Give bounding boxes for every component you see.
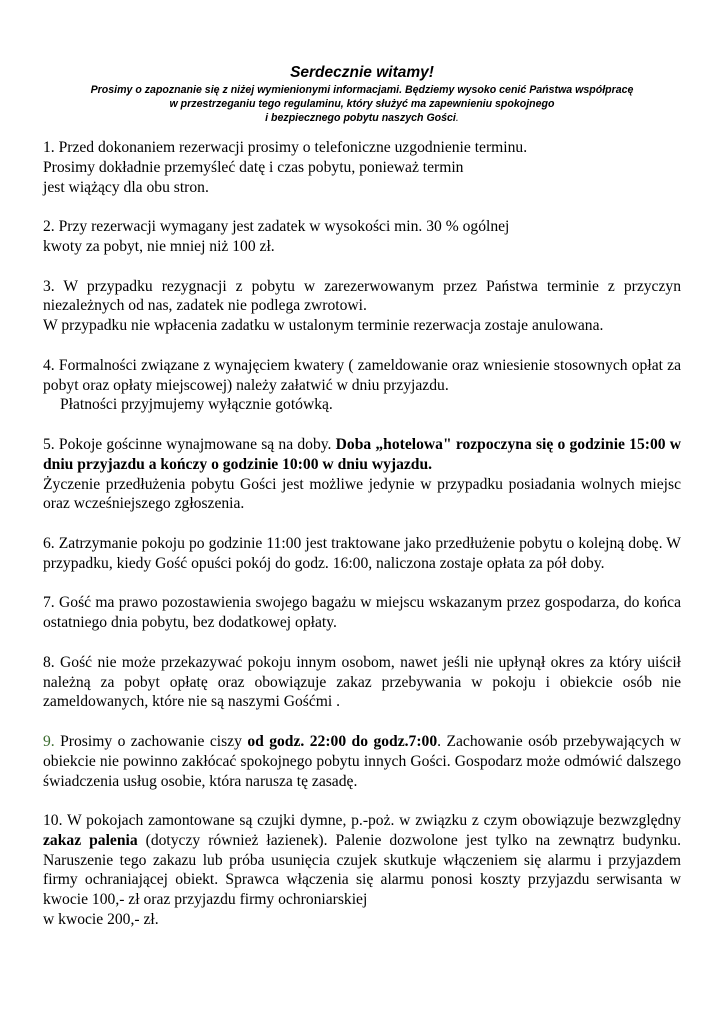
rule-9-bold-quiet-hours: od godz. 22:00 do godz.7:00 — [247, 732, 438, 750]
rule-10-prefix: 10. W pokojach zamontowane są czujki dymne, p.-poż. w związku z czym obowiązuje bezwzględny — [43, 812, 681, 830]
rule-2 — [43, 217, 681, 257]
rule-5-bold-hours: Doba „hotelowa" rozpoczyna się o godzinie 15:00 w dniu przyjazdu a kończy o godzinie 10:00 w dniu wyjazdu. — [43, 435, 682, 473]
rule-1 — [43, 138, 681, 197]
rule-5-prefix: 5. Pokoje gościnne wynajmowane są na doby. — [43, 435, 336, 453]
page-title: Serdecznie witamy! — [290, 64, 434, 81]
rule-2-line-2: kwoty za pobyt, nie mniej niż 100 zł. — [43, 237, 275, 255]
rule-9-number: 9. — [43, 732, 55, 750]
rule-1-line-2: Prosimy dokładnie przemyśleć datę i czas pobytu, ponieważ termin — [43, 158, 464, 176]
rule-7: 7. Gość ma prawo pozostawienia swojego bagażu w miejscu wskazanym przez gospodarza, do końca ostatniego dnia pobytu, bez dodatkowej opłaty. — [43, 594, 681, 632]
rule-10-bold-no-smoking: zakaz palenia — [43, 831, 138, 849]
rule-4-text-2: Płatności przyjmujemy wyłącznie gotówką. — [60, 396, 333, 414]
rule-4-text-1: 4. Formalności związane z wynajęciem kwatery ( zameldowanie oraz wniesienie stosownych opłat za pobyt oraz opłaty miejscowej) należy załatwić w dniu przyjazdu. — [43, 356, 681, 394]
rule-10-suffix: (dotyczy również łazienek). Palenie dozwolone jest tylko na zewnątrz budynku. Naruszenie tego zakazu lub próba usunięcia czujek skutkuje włączeniem się alarmu i przyjazdem firmy ochraniającej obiekt. Sprawca włączenia się alarmu ponosi koszty przyjazdu serwisanta w kwocie 100,- zł oraz przyjazdu firmy ochroniarskiej — [43, 831, 681, 909]
rule-10-main — [43, 811, 681, 910]
rule-10-last-line: w kwocie 200,- zł. — [43, 911, 159, 929]
welcome-header — [0, 64, 724, 125]
rule-2-line-1: 2. Przy rezerwacji wymagany jest zadatek w wysokości min. 30 % ogólnej — [43, 218, 510, 236]
rule-5 — [43, 435, 681, 514]
intro-line-2: w przestrzeganiu tego regulaminu, który służyć ma zapewnieniu spokojnego — [169, 98, 555, 110]
intro-period: . — [455, 112, 459, 124]
rule-3-text-1: 3. W przypadku rezygnacji z pobytu w zarezerwowanym przez Państwa terminie z przyczyn niezależnych od nas, zadatek nie podlega zwrotowi. — [43, 277, 681, 315]
rule-6: 6. Zatrzymanie pokoju po godzinie 11:00 jest traktowane jako przedłużenie pobytu o kolejną dobę. W przypadku, kiedy Gość opuści pokój do godz. 16:00, naliczona zostaje opłata za pół doby. — [43, 534, 681, 572]
rule-5-text-2: Życzenie przedłużenia pobytu Gości jest możliwe jedynie w przypadku posiadania wolnych miejsc oraz wcześniejszego zgłoszenia. — [43, 475, 681, 513]
rule-4 — [43, 356, 681, 415]
rule-3-text-2: W przypadku nie wpłacenia zadatku w ustalonym terminie rezerwacja zostaje anulowana. — [43, 317, 604, 335]
intro-line-1: Prosimy o zapoznanie się z niżej wymienionymi informacjami. Będziemy wysoko cenić Państwa współpracę — [90, 84, 634, 96]
rule-9-prefix: Prosimy o zachowanie ciszy — [54, 732, 248, 750]
rule-8: 8. Gość nie może przekazywać pokoju innym osobom, nawet jeśli nie upłynął okres za który uiścił należną za pobyt opłatę oraz obowiązuje zakaz przebywania w pokoju i obiekcie osób nie zameldowanych, które nie są naszymi Gośćmi . — [43, 653, 681, 711]
intro-line-3 — [0, 111, 724, 125]
rules-list — [43, 138, 681, 950]
rule-9-suffix: . Zachowanie osób przebywających w obiekcie nie powinno zakłócać spokojnego pobytu innych Gości. Gospodarz może odmówić dalszego świadczenia usług osobie, która narusza tę zasadę. — [43, 732, 681, 790]
intro-line-3-text: i bezpiecznego pobytu naszych Gości — [265, 112, 456, 124]
rule-1-line-1: 1. Przed dokonaniem rezerwacji prosimy o telefoniczne uzgodnienie terminu. — [43, 139, 528, 156]
rule-9 — [43, 732, 681, 791]
rule-1-line-3: jest wiążący dla obu stron. — [43, 178, 209, 196]
rule-10 — [43, 811, 681, 930]
rule-5-first — [43, 435, 681, 475]
rule-3 — [43, 277, 681, 336]
